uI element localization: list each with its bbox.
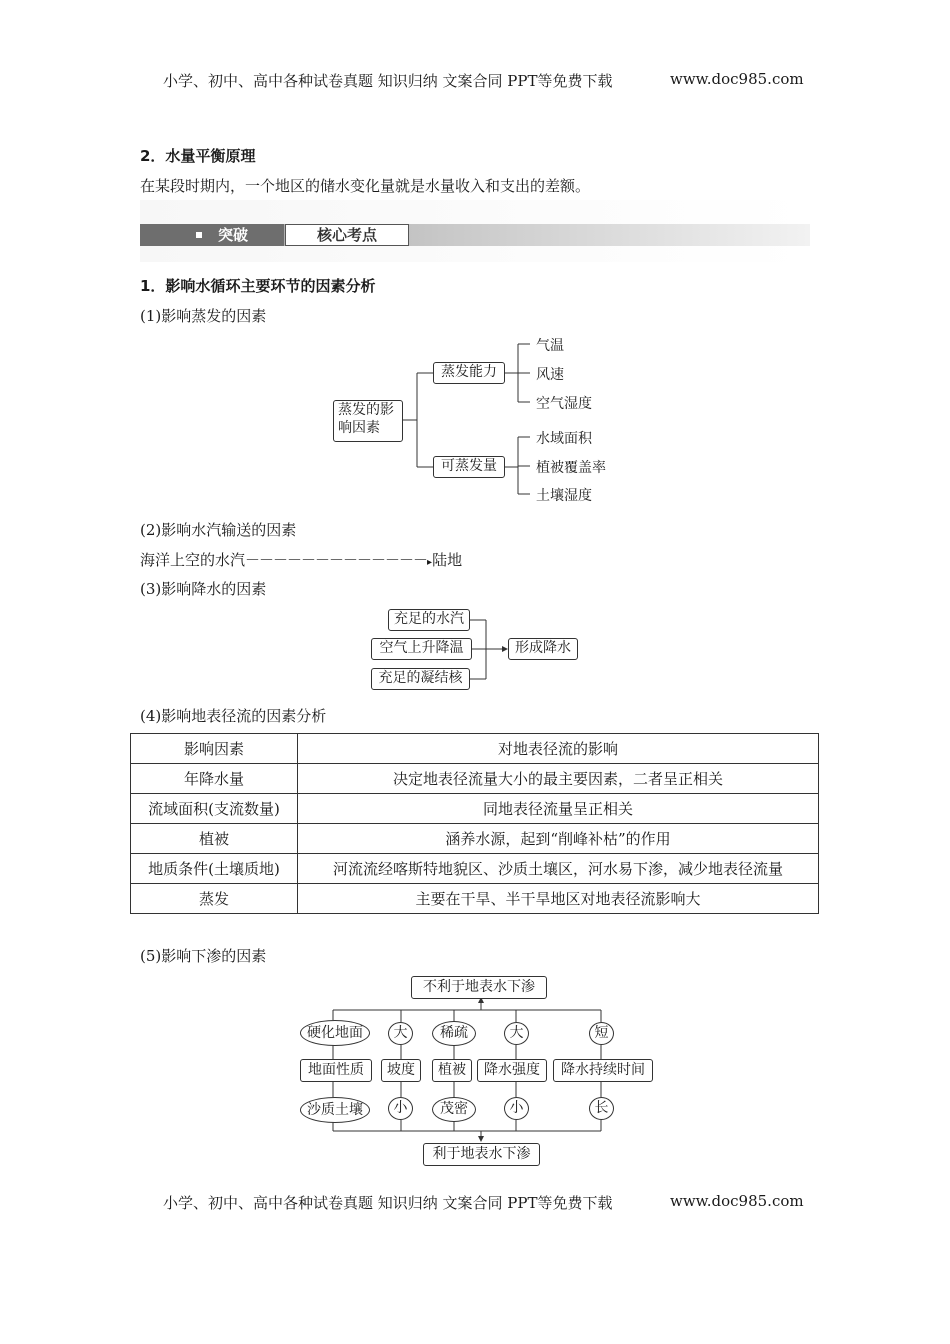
precip-title: (3)影响降水的因素 [140,580,267,598]
infil-top-sparse: 稀疏 [432,1021,476,1046]
evap-branch-amount: 可蒸发量 [433,456,505,478]
infil-top-hardened: 硬化地面 [300,1020,370,1046]
evap-title: (1)影响蒸发的因素 [140,307,267,325]
evap-item-wind: 风速 [536,367,564,383]
table-cell-effect: 决定地表径流量大小的最主要因素，二者呈正相关 [298,764,819,794]
vapor-dashes: －－－－－－－－－－－－－ [245,551,428,569]
table-cell-effect: 涵养水源，起到“削峰补枯”的作用 [298,824,819,854]
precip-result: 形成降水 [508,638,578,660]
table-cell-effect: 主要在干旱、半干旱地区对地表径流影响大 [298,884,819,914]
infil-top-intensity: 大 [504,1022,529,1045]
table-cell-factor: 流域面积(支流数量) [131,794,298,824]
topic-title: 1．影响水循环主要环节的因素分析 [140,277,376,295]
table-cell-effect: 河流流经喀斯特地貌区、沙质土壤区，河水易下渗，减少地表径流量 [298,854,819,884]
precip-factor-lift: 空气上升降温 [371,638,472,660]
infil-mid-vegetation: 植被 [432,1059,472,1082]
evap-root-line1: 蒸发的影 [338,402,394,418]
table-cell-effect: 同地表径流量呈正相关 [298,794,819,824]
header-text: 小学、初中、高中各种试卷真题 知识归纳 文案合同 PPT等免费下载 [163,72,613,90]
infil-bot-intensity: 小 [504,1097,529,1120]
banner-right-label: 核心考点 [285,224,409,246]
table-header-factor: 影响因素 [131,734,298,764]
infil-mid-slope: 坡度 [381,1059,421,1082]
table-cell-factor: 年降水量 [131,764,298,794]
infil-title: (5)影响下渗的因素 [140,947,267,965]
infil-mid-duration: 降水持续时间 [553,1059,653,1082]
table-cell-factor: 蒸发 [131,884,298,914]
section-body: 在某段时期内，一个地区的储水变化量就是水量收入和支出的差额。 [140,177,591,195]
evap-branch-ability: 蒸发能力 [433,362,505,384]
evap-root-line2: 响因素 [338,420,380,437]
infil-top-box: 不利于地表水下渗 [411,976,547,999]
infil-top-slope: 大 [388,1022,413,1045]
evap-item-vegetation: 植被覆盖率 [536,460,606,476]
evap-item-humidity: 空气湿度 [536,396,592,412]
footer-url[interactable]: www.doc985.com [670,1192,804,1210]
header-url[interactable]: www.doc985.com [670,70,804,88]
vapor-to: 陆地 [432,551,463,569]
precip-factor-nuclei: 充足的凝结核 [371,668,470,690]
banner-left-label: 突破 [218,226,249,244]
vapor-from: 海洋上空的水汽 [140,551,246,569]
infil-bot-sandy: 沙质土壤 [300,1097,370,1123]
infil-bot-slope: 小 [388,1097,413,1120]
infil-top-duration: 短 [589,1022,614,1045]
evap-item-soil: 土壤湿度 [536,488,592,504]
infil-bot-duration: 长 [589,1097,614,1120]
table-cell-factor: 植被 [131,824,298,854]
section-title: 2．水量平衡原理 [140,147,256,165]
infil-mid-intensity: 降水强度 [477,1059,547,1082]
evap-item-temperature: 气温 [536,338,564,354]
runoff-title: (4)影响地表径流的因素分析 [140,707,327,725]
infil-bot-dense: 茂密 [432,1097,476,1122]
table-cell-factor: 地质条件(土壤质地) [131,854,298,884]
table-header-effect: 对地表径流的影响 [298,734,819,764]
evap-item-water-area: 水域面积 [536,431,592,447]
infil-mid-surface: 地面性质 [300,1059,372,1082]
precip-factor-vapor: 充足的水汽 [388,609,470,631]
infil-bottom-box: 利于地表水下渗 [423,1143,540,1166]
footer-text: 小学、初中、高中各种试卷真题 知识归纳 文案合同 PPT等免费下载 [163,1194,613,1212]
vapor-title: (2)影响水汽输送的因素 [140,521,297,539]
arrow-right-icon: ▸ [427,557,433,568]
